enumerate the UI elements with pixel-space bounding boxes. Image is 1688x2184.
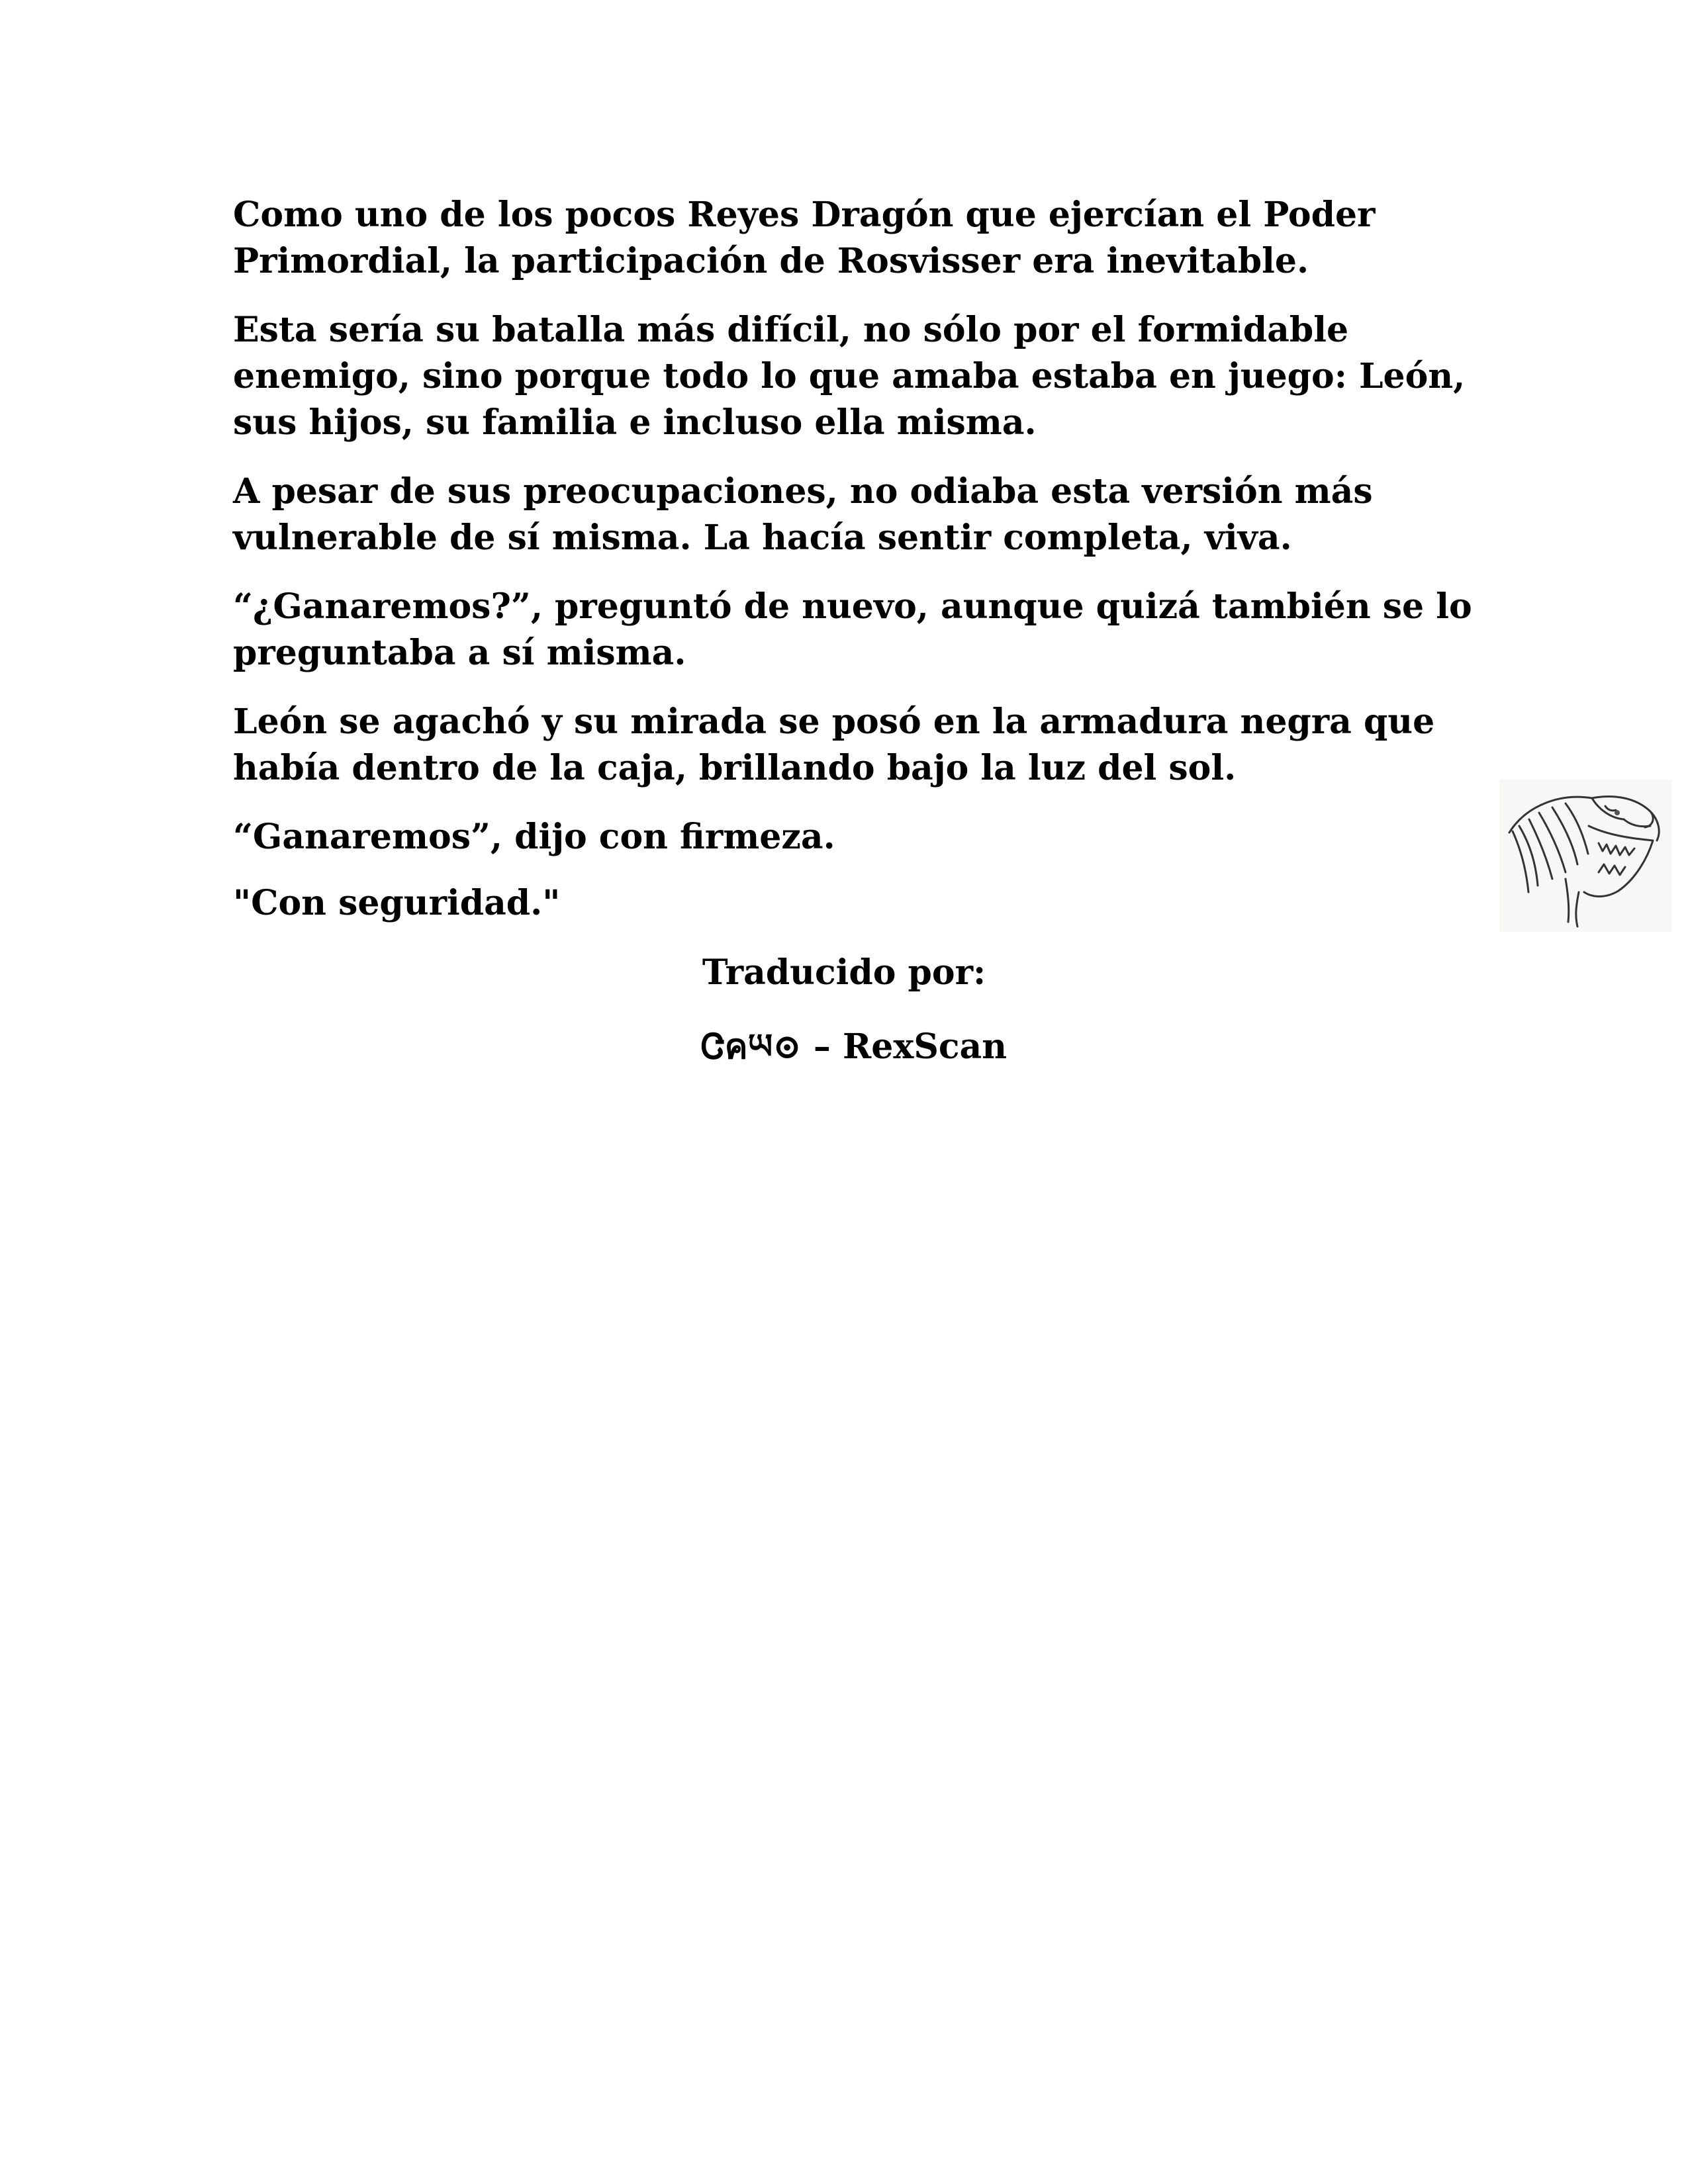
story-text [233,192,1477,949]
paragraph-1: Como uno de los pocos Reyes Dragón que ejercían el Poder Primordial, la participación de Rosvisser era inevitable. [233,195,1376,281]
paragraph-2: Esta sería su batalla más difícil, no sólo por el formidable enemigo, sino porque todo lo que amaba estaba en juego: León, sus hijos, su familia e incluso ella misma. [233,310,1466,443]
paragraph-3: A pesar de sus preocupaciones, no odiaba esta versión más vulnerable de sí misma. La hacía sentir completa, viva. [233,471,1373,558]
dinosaur-head-sketch-icon [1499,780,1671,932]
paragraph-4: “¿Ganaremos?”, preguntó de nuevo, aunque quizá también se lo preguntaba a sí misma. [233,586,1472,673]
translation-credits [0,950,1688,1098]
paragraph-7: "Con seguridad." [233,883,561,923]
paragraph-5: León se agachó y su mirada se posó en la armadura negra que había dentro de la caja, brillando bajo la luz del sol. [233,702,1435,788]
translator-name: Ꮳคཡ⊙ – RexScan [700,1026,1008,1067]
paragraph-6: “Ganaremos”, dijo con firmeza. [233,817,835,857]
translated-by-label: Traducido por: [702,952,986,993]
